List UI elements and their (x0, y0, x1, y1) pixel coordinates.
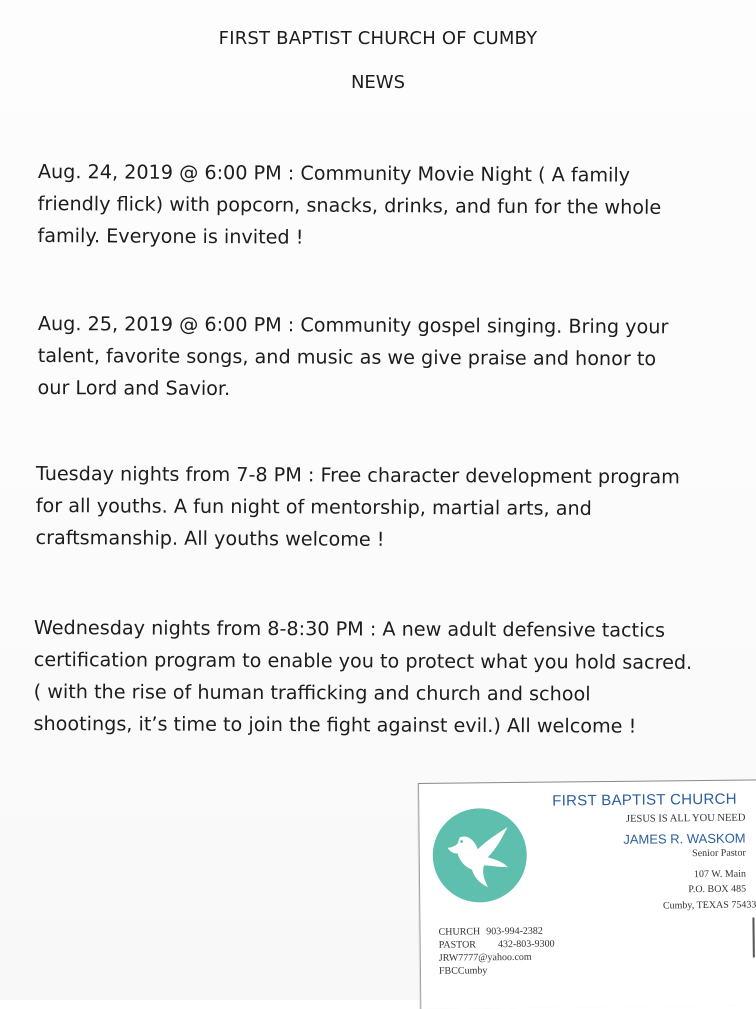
card-pastor-title: Senior Pastor (692, 847, 746, 860)
card-church-phone-value: 903-994-2382 (486, 925, 543, 938)
card-address-box: P.O. BOX 485 (688, 883, 747, 896)
card-church-phone (439, 926, 543, 938)
card-church-phone-label: CHURCH (438, 926, 481, 938)
card-pastor-phone-label: PASTOR (438, 939, 477, 951)
card-address-street: 107 W. Main (693, 868, 747, 881)
card-pastor-phone (439, 939, 555, 951)
page-subtitle: NEWS (350, 72, 406, 93)
card-pastor-name: JAMES R. WASKOM (623, 830, 746, 847)
card-address-city: Cumby, TEXAS 75433 (662, 899, 756, 912)
card-motto: JESUS IS ALL YOU NEED (625, 812, 746, 825)
card-email: JRW7777@yahoo.com (438, 951, 532, 964)
event-paragraph-movie-night: Aug. 24, 2019 @ 6:00 PM : Community Movie Night ( A family friendly flick) with popcorn, snacks, drinks, and fun for the whole family. Everyone is invited ! (37, 159, 662, 249)
card-pastor-phone-value: 432-803-9300 (497, 938, 555, 951)
event-paragraph-youth-program: Tuesday nights from 7-8 PM : Free character development program for all youths. A fun night of mentorship, martial arts, and craftsmanship. All youths welcome ! (35, 461, 680, 551)
page-title: FIRST BAPTIST CHURCH OF CUMBY (218, 28, 538, 49)
event-paragraph-gospel-singing: Aug. 25, 2019 @ 6:00 PM : Community gospel singing. Bring your talent, favorite songs, and music as we give praise and honor to our Lord and Savior. (37, 311, 669, 401)
event-paragraph-defensive-tactics: Wednesday nights from 8-8:30 PM : A new adult defensive tactics certification program to enable you to protect what you hold sacred. ( with the rise of human trafficking and church and school shootings, it’s time to join the fight against evil.) All welcome ! (33, 615, 693, 738)
dove-icon (431, 807, 528, 904)
card-social: FBCCumby (438, 965, 488, 977)
card-church-name: FIRST BAPTIST CHURCH (552, 790, 737, 810)
business-card (418, 779, 756, 1009)
card-edge-mark (752, 917, 754, 957)
